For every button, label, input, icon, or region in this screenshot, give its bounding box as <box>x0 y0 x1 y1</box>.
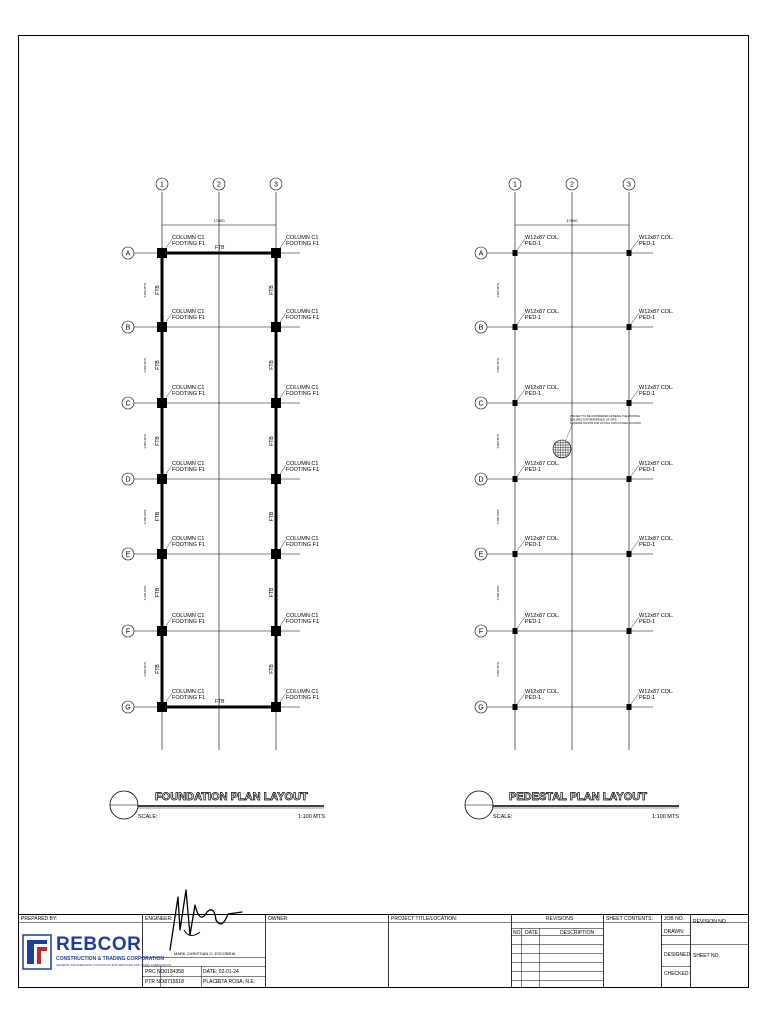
pedestal-F1 <box>513 628 518 634</box>
sheet-no-label: SHEET NO. <box>693 953 720 959</box>
leader-C3 <box>631 389 639 400</box>
rev-no-label: NO. <box>513 930 522 936</box>
grid-label-1: 1 <box>160 181 164 189</box>
footing-D1 <box>157 474 167 484</box>
grid-label-E: E <box>125 551 131 559</box>
note-line-1: PROJECT TO BE CONSIDERED AS BEING THE EXISTING <box>570 415 640 418</box>
col-label-D3: W12x87 COL. <box>639 461 674 467</box>
leader-C1 <box>517 389 525 400</box>
column-label-G3: COLUMN C1 <box>286 689 319 695</box>
footing-label-D1: FOOTING F1 <box>172 467 205 473</box>
ftb-vertical-B1: FTB <box>155 360 161 370</box>
grid-label-B: B <box>478 324 484 332</box>
leader-F3 <box>631 617 639 628</box>
col-label-A1: W12x87 COL. <box>525 235 560 241</box>
col-label-E3: W12x87 COL. <box>639 536 674 542</box>
leader-A1 <box>517 239 525 250</box>
ped-label-F1: PED-1 <box>525 619 542 625</box>
grid-label-F: F <box>125 628 131 636</box>
col-label-F3: W12x87 COL. <box>639 613 674 619</box>
bay-dimension-F: 4.000 MTS. <box>143 661 147 677</box>
ftb-vertical-A3: FTB <box>269 285 275 295</box>
ftb-vertical-B3: FTB <box>269 360 275 370</box>
col-label-G3: W12x87 COL. <box>639 689 674 695</box>
grid-label-3: 3 <box>627 181 631 189</box>
footing-D3 <box>271 474 281 484</box>
drawn-label: DRAWN: <box>664 929 685 935</box>
company-subtitle: CONSTRUCTION & TRADING CORPORATION <box>56 956 164 962</box>
ped-label-A1: PED-1 <box>525 241 542 247</box>
ped-label-E3: PED-1 <box>639 542 656 548</box>
col-label-G1: W12x87 COL. <box>525 689 560 695</box>
column-label-E3: COLUMN C1 <box>286 536 319 542</box>
leader-F1 <box>517 617 525 628</box>
footing-B1 <box>157 322 167 332</box>
grid-label-A: A <box>478 250 484 258</box>
col-label-A3: W12x87 COL. <box>639 235 674 241</box>
sheet-contents-label: SHEET CONTENTS: <box>606 916 653 922</box>
engineer-signature <box>170 890 242 950</box>
column-label-F3: COLUMN C1 <box>286 613 319 619</box>
bay-dimension-F: 4.000 MTS. <box>496 661 500 677</box>
column-label-D1: COLUMN C1 <box>172 461 205 467</box>
grid-label-B: B <box>125 324 131 332</box>
ftb-vertical-F1: FTB <box>155 664 161 674</box>
ftb-vertical-C3: FTB <box>269 436 275 446</box>
footing-label-B1: FOOTING F1 <box>172 315 205 321</box>
ptr-label: PTR NO. <box>145 979 166 985</box>
footing-B3 <box>271 322 281 332</box>
footing-F3 <box>271 626 281 636</box>
bay-dimension-B: 4.000 MTS. <box>496 357 500 373</box>
ftb-vertical-D3: FTB <box>269 511 275 522</box>
engineer-label: ENGINEER: <box>145 916 173 922</box>
ftb-vertical-E1: FTB <box>155 587 161 598</box>
ped-label-A3: PED-1 <box>639 241 656 247</box>
pedestal-A3 <box>627 250 632 256</box>
footing-label-A1: FOOTING F1 <box>172 241 205 247</box>
checked-label: CHECKED: <box>664 971 690 977</box>
grid-label-C: C <box>478 400 484 408</box>
grid-label-G: G <box>478 704 484 712</box>
grid-label-1: 1 <box>513 181 517 189</box>
footing-label-C3: FOOTING F1 <box>286 391 319 397</box>
leader-B1 <box>517 313 525 324</box>
pedestal-E1 <box>513 551 518 557</box>
company-logo-icon <box>22 934 52 970</box>
col-label-D1: W12x87 COL. <box>525 461 560 467</box>
column-label-A1: COLUMN C1 <box>172 235 205 241</box>
grid-label-3: 3 <box>274 181 278 189</box>
pedestal-F3 <box>627 628 632 634</box>
ped-label-C3: PED-1 <box>639 391 656 397</box>
leader-D1 <box>517 465 525 476</box>
footing-label-C1: FOOTING F1 <box>172 391 205 397</box>
leader-B3 <box>631 313 639 324</box>
date-label: DATE <box>203 969 216 975</box>
leader-G1 <box>517 693 525 704</box>
ped-label-G3: PED-1 <box>639 695 656 701</box>
pedestal-title: PEDESTAL PLAN LAYOUT <box>509 791 647 803</box>
col-label-E1: W12x87 COL. <box>525 536 560 542</box>
bay-dimension-A: 4.000 MTS. <box>143 282 147 298</box>
footing-label-E1: FOOTING F1 <box>172 542 205 548</box>
place-value: STA ROSA, N.E. <box>218 979 256 985</box>
bay-dimension-C: 4.000 MTS. <box>143 433 147 449</box>
ptr-value: :8715518 <box>163 979 184 985</box>
grid-label-D: D <box>478 476 484 484</box>
footing-A1 <box>157 248 167 258</box>
sheet-border <box>19 36 749 988</box>
ftb-label-top: FTB <box>215 245 225 251</box>
column-label-E1: COLUMN C1 <box>172 536 205 542</box>
footing-E3 <box>271 549 281 559</box>
column-label-D3: COLUMN C1 <box>286 461 319 467</box>
leader-D3 <box>631 465 639 476</box>
pedestal-E3 <box>627 551 632 557</box>
footing-G3 <box>271 702 281 712</box>
pedestal-D3 <box>627 476 632 482</box>
footing-G1 <box>157 702 167 712</box>
pedestal-C1 <box>513 400 518 406</box>
footing-C3 <box>271 398 281 408</box>
footing-label-D3: FOOTING F1 <box>286 467 319 473</box>
footing-E1 <box>157 549 167 559</box>
column-label-A3: COLUMN C1 <box>286 235 319 241</box>
grid-label-A: A <box>125 250 131 258</box>
pedestal-B3 <box>627 324 632 330</box>
ped-label-G1: PED-1 <box>525 695 542 701</box>
bay-dimension-D: 4.000 MTS. <box>496 508 500 525</box>
hatch-pattern <box>552 439 572 459</box>
company-tagline: GENERAL ENGINEERING CONSTRUCTION SERVICES AND STEEL FABRICATION <box>56 963 171 967</box>
ped-label-D1: PED-1 <box>525 467 542 473</box>
pedestal-A1 <box>513 250 518 256</box>
grid-label-2: 2 <box>217 181 221 189</box>
span-dimension-text: 17000 <box>213 218 225 223</box>
ped-label-D3: PED-1 <box>639 467 656 473</box>
bay-dimension-E: 4.000 MTS. <box>143 584 147 601</box>
ped-label-B3: PED-1 <box>639 315 656 321</box>
pedestal-D1 <box>513 476 518 482</box>
ped-label-E1: PED-1 <box>525 542 542 548</box>
grid-label-E: E <box>478 551 484 559</box>
bay-dimension-A: 4.000 MTS. <box>496 282 500 298</box>
ftb-label-bottom: FTB <box>215 699 225 705</box>
leader-E3 <box>631 540 639 551</box>
pedestal-caption <box>465 791 679 820</box>
column-label-F1: COLUMN C1 <box>172 613 205 619</box>
ped-label-F3: PED-1 <box>639 619 656 625</box>
foundation-scale-label: SCALE: <box>138 814 158 820</box>
foundation-caption <box>110 791 325 820</box>
leader-G3 <box>631 693 639 704</box>
foundation-plan <box>122 178 319 750</box>
grid-label-G: G <box>125 704 131 712</box>
company-name: REBCOR <box>56 934 142 955</box>
ped-label-C1: PED-1 <box>525 391 542 397</box>
footing-label-F1: FOOTING F1 <box>172 619 205 625</box>
col-label-B1: W12x87 COL. <box>525 309 560 315</box>
column-label-C3: COLUMN C1 <box>286 385 319 391</box>
leader-E1 <box>517 540 525 551</box>
owner-label: OWNER: <box>268 916 289 922</box>
footing-label-E3: FOOTING F1 <box>286 542 319 548</box>
ftb-vertical-C1: FTB <box>155 436 161 446</box>
ftb-vertical-D1: FTB <box>155 511 161 522</box>
project-label: PROJECT TITLE/LOCATION: <box>391 916 458 922</box>
bay-dimension-E: 4.000 MTS. <box>496 584 500 601</box>
column-label-G1: COLUMN C1 <box>172 689 205 695</box>
grid-label-2: 2 <box>570 181 574 189</box>
col-label-B3: W12x87 COL. <box>639 309 674 315</box>
foundation-scale-value: 1:100 MTS <box>298 814 325 820</box>
pedestal-G1 <box>513 704 518 710</box>
prc-label: PRC NO. <box>145 969 166 975</box>
place-label: PLACE: <box>203 979 221 985</box>
footing-label-A3: FOOTING F1 <box>286 241 319 247</box>
grid-label-F: F <box>478 628 484 636</box>
column-label-B3: COLUMN C1 <box>286 309 319 315</box>
column-label-C1: COLUMN C1 <box>172 385 205 391</box>
prepared-by-label: PREPARED BY: <box>21 916 58 922</box>
note-line-3: CONFIRM ON SITE FOR ACTUAL STRUCTURE LOCATION <box>570 422 641 425</box>
pedestal-scale-label: SCALE: <box>493 814 513 820</box>
ped-label-B1: PED-1 <box>525 315 542 321</box>
footing-label-G3: FOOTING F1 <box>286 695 319 701</box>
pedestal-G3 <box>627 704 632 710</box>
pedestal-scale-value: 1:100 MTS <box>652 814 679 820</box>
pedestal-C3 <box>627 400 632 406</box>
col-label-C3: W12x87 COL. <box>639 385 674 391</box>
footing-C1 <box>157 398 167 408</box>
prc-value: :0184358 <box>163 969 184 975</box>
rev-date-label: DATE <box>525 930 538 936</box>
engineer-name: MARK CHRISTIAN O. ESCOBRIA <box>174 951 236 956</box>
footing-label-G1: FOOTING F1 <box>172 695 205 701</box>
rev-description-label: DESCRIPTION <box>560 930 595 936</box>
grid-label-D: D <box>125 476 131 484</box>
col-label-C1: W12x87 COL. <box>525 385 560 391</box>
ftb-vertical-A1: FTB <box>155 285 161 295</box>
bay-dimension-C: 4.000 MTS. <box>496 433 500 449</box>
leader-A3 <box>631 239 639 250</box>
ftb-vertical-F3: FTB <box>269 664 275 674</box>
footing-label-B3: FOOTING F1 <box>286 315 319 321</box>
note-line-2: BUILDING FOR REFERENCE OF GRID <box>570 418 617 422</box>
grid-label-C: C <box>125 400 131 408</box>
bay-dimension-B: 4.000 MTS. <box>143 357 147 373</box>
footing-label-F3: FOOTING F1 <box>286 619 319 625</box>
bay-dimension-D: 4.000 MTS. <box>143 508 147 525</box>
designed-label: DESIGNED: <box>664 952 692 958</box>
revisions-label: REVISIONS <box>546 916 574 922</box>
footing-A3 <box>271 248 281 258</box>
date-value: : 02-01-24 <box>216 969 239 975</box>
pedestal-plan <box>475 178 674 750</box>
span-dimension-text: 17000 <box>566 218 578 223</box>
ftb-vertical-E3: FTB <box>269 587 275 598</box>
pedestal-B1 <box>513 324 518 330</box>
revision-no-label: REVISION NO. <box>693 919 728 925</box>
foundation-title: FOUNDATION PLAN LAYOUT <box>155 791 308 803</box>
column-label-B1: COLUMN C1 <box>172 309 205 315</box>
job-no-label: JOB NO. <box>664 916 685 922</box>
col-label-F1: W12x87 COL. <box>525 613 560 619</box>
footing-F1 <box>157 626 167 636</box>
note-leader <box>566 425 572 440</box>
